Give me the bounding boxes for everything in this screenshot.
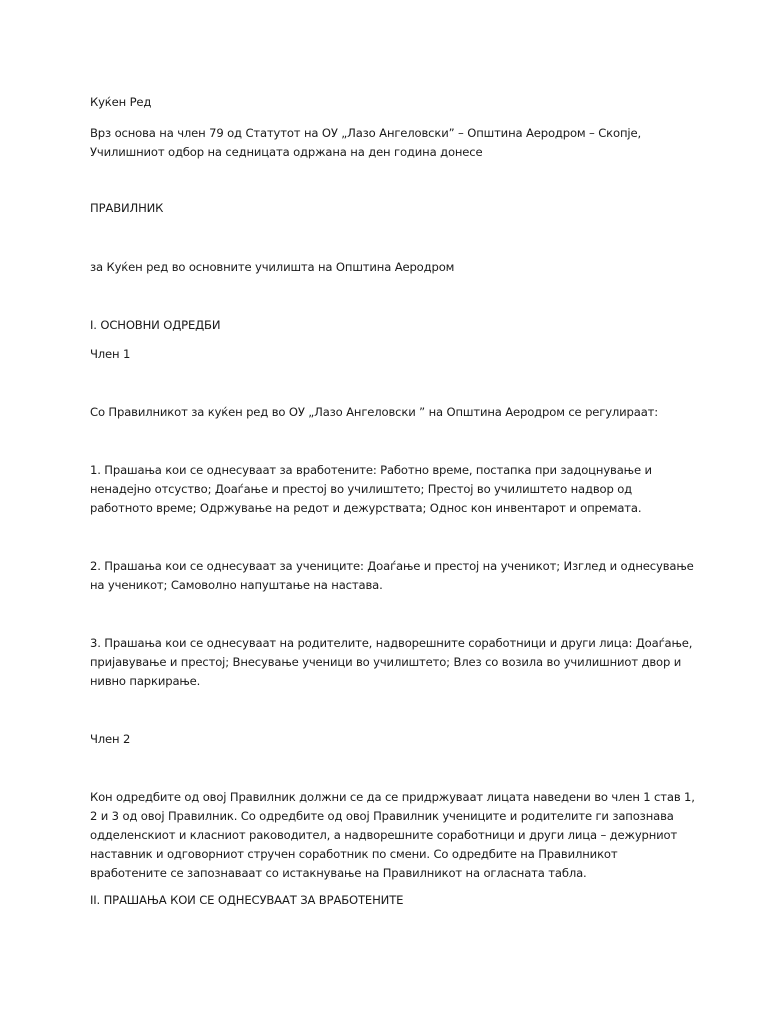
article-1-item-3-line-1: 3. Прашања кои се однесуваат на родителите, надворешните соработници и други лица: Доаѓање, [90,636,693,650]
article-1-title: Член 1 [90,347,131,361]
article-2-line-5: вработените се запознаваат со истакнување на Правилникот на огласната табла. [90,866,587,880]
article-2-line-2: 2 и 3 од овој Правилник. Со одредбите од овој Правилник учениците и родителите ги запознава [90,809,674,823]
article-1-item-1-line-2: ненадејно отсуство; Доаѓање и престој во училиштето; Престој во училиштето надвор од [90,482,633,496]
document-subtitle: за Куќен ред во основните училишта на Општина Аеродром [90,260,455,274]
article-2-line-1: Кон одредбите од овој Правилник должни се да се придржуваат лицата наведени во член 1 став 1, [90,790,695,804]
article-1-intro: Со Правилникот за куќен ред во ОУ „Лазо Ангеловски ” на Општина Аеродром се регулираат: [90,405,659,419]
document-title: ПРАВИЛНИК [90,201,164,215]
preamble-line-1: Врз основа на член 79 од Статутот на ОУ „Лазо Ангеловски” – Општина Аеродром – Скопје, [90,126,641,140]
article-2-line-3: одделенскиот и класниот раководител, а надворешните соработници и други лица – дежурниот [90,828,678,842]
document-heading: Куќен Ред [90,95,152,109]
section-2-title: II. ПРАШАЊА КОИ СЕ ОДНЕСУВААТ ЗА ВРАБОТЕНИТЕ [90,893,404,907]
article-1-item-1-line-3: работното време; Одржување на редот и дежурствата; Однос кон инвентарот и опремата. [90,501,642,515]
article-2-title: Член 2 [90,732,131,746]
article-2-line-4: наставник и одговорниот стручен соработник по смени. Со одредбите на Правилникот [90,847,618,861]
article-1-item-3-line-3: нивно паркирање. [90,674,201,688]
article-1-item-1-line-1: 1. Прашања кои се однесуваат за вработените: Работно време, постапка при задоцнување и [90,463,652,477]
preamble-line-2: Училишниот одбор на седницата одржана на ден година донесе [90,145,483,159]
article-1-item-3-line-2: пријавување и престој; Внесување ученици во училиштето; Влез со возила во училишниот двор и [90,655,682,669]
article-1-item-2-line-2: на ученикот; Самоволно напуштање на настава. [90,578,383,592]
section-1-title: I. ОСНОВНИ ОДРЕДБИ [90,318,221,332]
article-1-item-2-line-1: 2. Прашања кои се однесуваат за учениците: Доаѓање и престој на ученикот; Изглед и однесување [90,559,694,573]
